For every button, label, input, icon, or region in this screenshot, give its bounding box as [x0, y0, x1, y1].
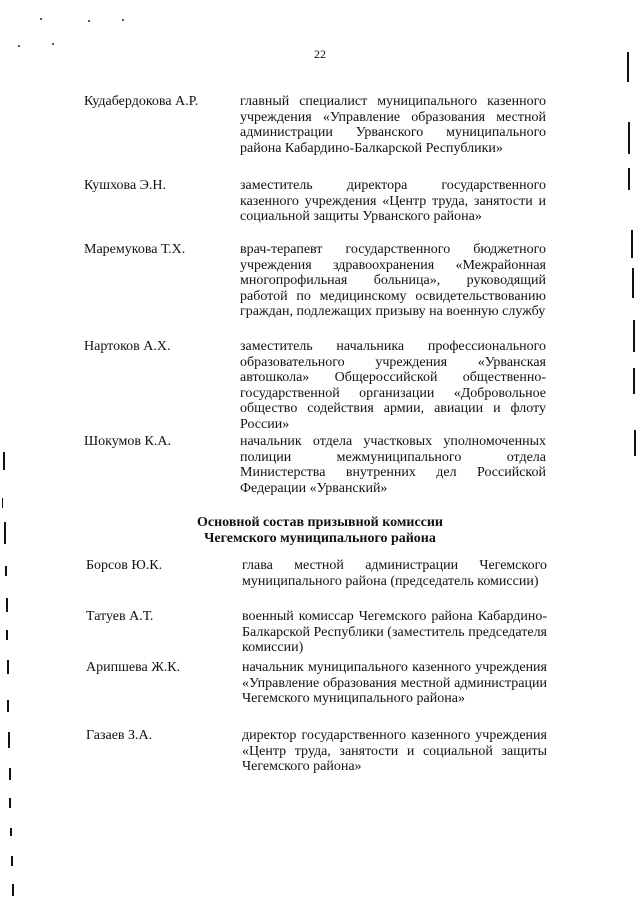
member-position: врач-терапевт государственного бюджетного учреждения здравоохранения «Межрайонная многопрофильная больница», руководящий работой по медицинскому освидетельствованию граждан, подлежащих призыву на военную службу — [240, 242, 546, 320]
scan-edge-mark — [5, 566, 7, 576]
member-position: начальник отдела участковых уполномоченных полиции межмуниципального отдела Министерства внутренних дел Российской Федерации «Урванский» — [240, 434, 546, 496]
scan-edge-mark — [2, 498, 3, 508]
scan-speck — [88, 20, 90, 22]
section-heading-line1: Основной состав призывной комиссии — [197, 515, 443, 530]
page-number: 22 — [314, 47, 326, 61]
section-heading-line2: Чегемского муниципального района — [204, 530, 436, 546]
member-name: Кудабердокова А.Р. — [84, 94, 199, 109]
scan-edge-mark — [11, 856, 13, 866]
member-name: Газаев З.А. — [86, 728, 153, 743]
scan-edge-mark — [631, 230, 633, 258]
scan-edge-mark — [10, 828, 12, 836]
scan-edge-mark — [628, 168, 630, 190]
scan-edge-mark — [634, 430, 636, 456]
section-heading — [0, 515, 640, 546]
member-name: Кушхова Э.Н. — [84, 178, 167, 193]
member-position: директор государственного казенного учреждения «Центр труда, занятости и социальной защиты Чегемского района» — [242, 728, 547, 775]
scan-edge-mark — [633, 368, 635, 394]
scan-edge-mark — [8, 732, 10, 748]
scan-edge-mark — [6, 598, 8, 612]
scan-edge-mark — [9, 798, 11, 808]
scan-edge-mark — [9, 768, 11, 780]
scan-edge-mark — [7, 700, 9, 712]
member-name: Маремукова Т.Х. — [84, 242, 186, 257]
member-name: Арипшева Ж.К. — [86, 660, 181, 675]
member-name: Шокумов К.А. — [84, 434, 171, 449]
member-position: главный специалист муниципального казенного учреждения «Управление образования местной администрации Урванского муниципального района Кабардино-Балкарской Республики» — [240, 94, 546, 156]
member-position: глава местной администрации Чегемского муниципального района (председатель комиссии) — [242, 558, 547, 589]
member-name: Борсов Ю.К. — [86, 558, 163, 573]
scan-edge-mark — [632, 268, 634, 298]
member-name: Татуев А.Т. — [86, 609, 154, 624]
scan-edge-mark — [3, 452, 5, 470]
scan-speck — [40, 18, 42, 20]
scan-edge-mark — [7, 660, 9, 674]
scan-edge-mark — [6, 630, 8, 640]
scan-speck — [52, 43, 54, 45]
scan-edge-mark — [633, 320, 635, 352]
member-position: военный комиссар Чегемского района Кабардино-Балкарской Республики (заместитель председателя комиссии) — [242, 609, 547, 656]
member-name: Нартоков А.Х. — [84, 339, 171, 354]
scan-edge-mark — [628, 122, 630, 154]
member-position: начальник муниципального казенного учреждения «Управление образования местной администрации Чегемского муниципального района» — [242, 660, 547, 707]
member-position: заместитель начальника профессионального образовательного учреждения «Урванская автошкола» Общероссийской общественно-государственной организации «Добровольное общество содействия армии, авиации и флоту России» — [240, 339, 546, 432]
member-position: заместитель директора государственного казенного учреждения «Центр труда, занятости и социальной защиты Урванского района» — [240, 178, 546, 225]
scan-edge-mark — [12, 884, 14, 896]
scan-speck — [122, 19, 124, 21]
